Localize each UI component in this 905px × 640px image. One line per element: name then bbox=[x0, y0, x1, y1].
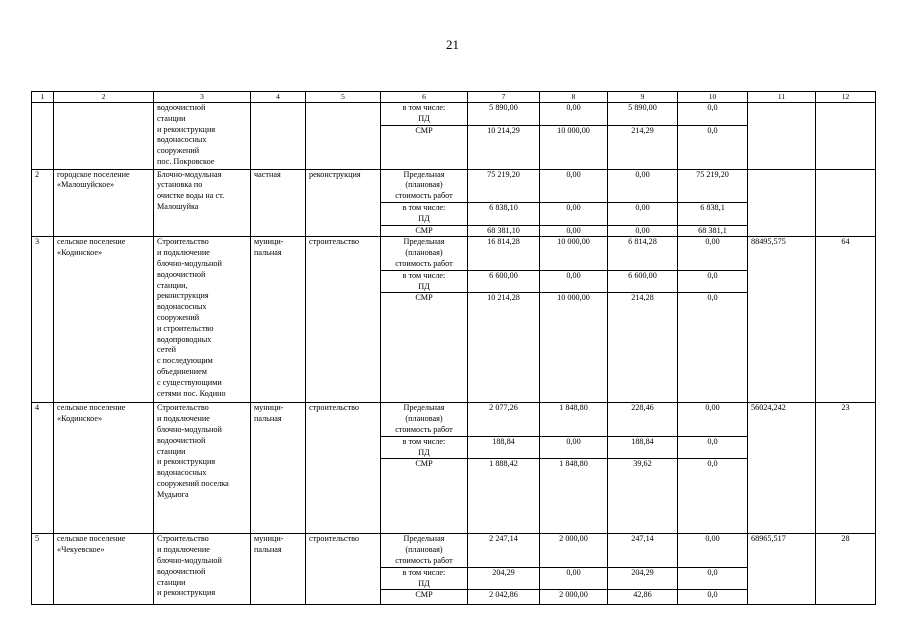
value-cell: 188,84 bbox=[608, 436, 678, 459]
work-type-cell bbox=[306, 103, 381, 170]
cost-label-cell: в том числе: ПД bbox=[381, 567, 468, 590]
capacity-cell: 68965,517 bbox=[748, 534, 816, 605]
table-row bbox=[32, 403, 876, 436]
value-cell: 0,0 bbox=[678, 436, 748, 459]
page-number: 21 bbox=[446, 37, 459, 52]
value-cell: 0,00 bbox=[678, 534, 748, 567]
object-cell: Строительство и подключение блочно-модульной водоочистной станции, реконструкция водонасосных сооружений и строительство водопроводных сетей с последующим объединением с существующими сетями пос. Кодино bbox=[154, 237, 251, 403]
ownership-cell: частная bbox=[251, 169, 306, 237]
value-cell: 0,0 bbox=[678, 270, 748, 293]
value-cell: 228,46 bbox=[608, 403, 678, 436]
row-number: 2 bbox=[32, 169, 54, 237]
col-header: 11 bbox=[748, 92, 816, 103]
ownership-cell: муници- пальная bbox=[251, 534, 306, 605]
value-cell: 0,00 bbox=[608, 169, 678, 202]
col-header: 12 bbox=[816, 92, 876, 103]
settlement-cell: сельское поселение «Чекуевское» bbox=[54, 534, 154, 605]
value-cell: 10 214,28 bbox=[468, 293, 540, 403]
value-cell: 6 600,00 bbox=[468, 270, 540, 293]
value-cell: 10 000,00 bbox=[540, 237, 608, 270]
value-cell: 0,00 bbox=[608, 202, 678, 225]
value-cell: 39,62 bbox=[608, 459, 678, 534]
cost-label-cell: в том числе: ПД bbox=[381, 270, 468, 293]
work-type-cell: реконструкция bbox=[306, 169, 381, 237]
cost-label-cell: в том числе: ПД bbox=[381, 103, 468, 126]
capacity-cell: 88495,575 bbox=[748, 237, 816, 403]
value-cell: 10 000,00 bbox=[540, 293, 608, 403]
value-cell: 0,0 bbox=[678, 103, 748, 126]
value-cell: 0,0 bbox=[678, 459, 748, 534]
value-cell: 0,00 bbox=[540, 103, 608, 126]
col-header: 4 bbox=[251, 92, 306, 103]
value-cell: 0,00 bbox=[678, 403, 748, 436]
value-cell: 0,0 bbox=[678, 125, 748, 169]
table-row bbox=[32, 237, 876, 270]
col-header: 10 bbox=[678, 92, 748, 103]
value-cell: 1 848,80 bbox=[540, 403, 608, 436]
value-cell: 10 000,00 bbox=[540, 125, 608, 169]
col-header: 7 bbox=[468, 92, 540, 103]
value-cell: 0,0 bbox=[678, 293, 748, 403]
value-cell: 42,86 bbox=[608, 590, 678, 605]
row-number bbox=[32, 103, 54, 170]
value-cell: 0,00 bbox=[540, 436, 608, 459]
value-cell: 10 214,29 bbox=[468, 125, 540, 169]
capacity-cell bbox=[748, 169, 816, 237]
col-header: 3 bbox=[154, 92, 251, 103]
investment-table bbox=[31, 91, 876, 605]
col-header: 1 bbox=[32, 92, 54, 103]
col-header: 9 bbox=[608, 92, 678, 103]
col-header: 6 bbox=[381, 92, 468, 103]
row-number: 5 bbox=[32, 534, 54, 605]
value-cell: 0,0 bbox=[678, 590, 748, 605]
value-cell: 0,00 bbox=[540, 169, 608, 202]
cost-label-cell: в том числе: ПД bbox=[381, 202, 468, 225]
cost-label-cell: в том числе: ПД bbox=[381, 436, 468, 459]
value-cell: 0,00 bbox=[540, 225, 608, 237]
value-cell: 75 219,20 bbox=[468, 169, 540, 202]
table-row bbox=[32, 534, 876, 567]
object-cell: Строительство и подключение блочно-модульной водоочистной станции и реконструкция водонасосных сооружений поселка Мудьюга bbox=[154, 403, 251, 534]
value-cell: 2 000,00 bbox=[540, 534, 608, 567]
value-cell: 68 381,10 bbox=[468, 225, 540, 237]
cost-label-cell: Предельная (плановая) стоимость работ bbox=[381, 237, 468, 270]
work-type-cell: строительство bbox=[306, 237, 381, 403]
table-row bbox=[32, 103, 876, 126]
cost-label-cell: Предельная (плановая) стоимость работ bbox=[381, 169, 468, 202]
col-header: 2 bbox=[54, 92, 154, 103]
value-cell: 204,29 bbox=[608, 567, 678, 590]
value-cell: 5 890,00 bbox=[608, 103, 678, 126]
object-cell: Строительство и подключение блочно-модульной водоочистной станции и реконструкция bbox=[154, 534, 251, 605]
settlement-cell: городское поселение «Малошуйское» bbox=[54, 169, 154, 237]
cost-label-cell: Предельная (плановая) стоимость работ bbox=[381, 534, 468, 567]
cost-label-cell: Предельная (плановая) стоимость работ bbox=[381, 403, 468, 436]
cost-label-cell: СМР bbox=[381, 125, 468, 169]
value-cell: 0,00 bbox=[540, 202, 608, 225]
value-cell: 16 814,28 bbox=[468, 237, 540, 270]
value-cell: 6 600,00 bbox=[608, 270, 678, 293]
value-cell: 214,29 bbox=[608, 125, 678, 169]
work-type-cell: строительство bbox=[306, 534, 381, 605]
value-cell: 0,00 bbox=[540, 270, 608, 293]
value-cell: 0,00 bbox=[678, 237, 748, 270]
count-cell bbox=[816, 169, 876, 237]
ownership-cell bbox=[251, 103, 306, 170]
value-cell: 247,14 bbox=[608, 534, 678, 567]
ownership-cell: муници- пальная bbox=[251, 237, 306, 403]
value-cell: 1 848,80 bbox=[540, 459, 608, 534]
value-cell: 214,28 bbox=[608, 293, 678, 403]
count-cell bbox=[816, 103, 876, 170]
capacity-cell bbox=[748, 103, 816, 170]
value-cell: 1 888,42 bbox=[468, 459, 540, 534]
row-number: 3 bbox=[32, 237, 54, 403]
value-cell: 0,00 bbox=[608, 225, 678, 237]
count-cell: 64 bbox=[816, 237, 876, 403]
value-cell: 0,00 bbox=[540, 567, 608, 590]
value-cell: 204,29 bbox=[468, 567, 540, 590]
ownership-cell: муници- пальная bbox=[251, 403, 306, 534]
value-cell: 6 814,28 bbox=[608, 237, 678, 270]
object-cell: водоочистной станции и реконструкция водонасосных сооружений пос. Покровское bbox=[154, 103, 251, 170]
value-cell: 2 077,26 bbox=[468, 403, 540, 436]
value-cell: 6 838,10 bbox=[468, 202, 540, 225]
cost-label-cell: СМР bbox=[381, 225, 468, 237]
cost-label-cell: СМР bbox=[381, 590, 468, 605]
value-cell: 2 042,86 bbox=[468, 590, 540, 605]
settlement-cell: сельское поселение «Кодинское» bbox=[54, 403, 154, 534]
capacity-cell: 56024,242 bbox=[748, 403, 816, 534]
table-row bbox=[32, 169, 876, 202]
value-cell: 0,0 bbox=[678, 567, 748, 590]
header-row bbox=[32, 92, 876, 103]
value-cell: 6 838,1 bbox=[678, 202, 748, 225]
value-cell: 2 000,00 bbox=[540, 590, 608, 605]
col-header: 8 bbox=[540, 92, 608, 103]
cost-label-cell: СМР bbox=[381, 293, 468, 403]
col-header: 5 bbox=[306, 92, 381, 103]
object-cell: Блочно-модульная установка по очистке воды на ст. Малошуйка bbox=[154, 169, 251, 237]
cost-label-cell: СМР bbox=[381, 459, 468, 534]
value-cell: 68 381,1 bbox=[678, 225, 748, 237]
value-cell: 75 219,20 bbox=[678, 169, 748, 202]
count-cell: 28 bbox=[816, 534, 876, 605]
row-number: 4 bbox=[32, 403, 54, 534]
work-type-cell: строительство bbox=[306, 403, 381, 534]
value-cell: 5 890,00 bbox=[468, 103, 540, 126]
settlement-cell bbox=[54, 103, 154, 170]
value-cell: 188,84 bbox=[468, 436, 540, 459]
value-cell: 2 247,14 bbox=[468, 534, 540, 567]
settlement-cell: сельское поселение «Кодинское» bbox=[54, 237, 154, 403]
count-cell: 23 bbox=[816, 403, 876, 534]
